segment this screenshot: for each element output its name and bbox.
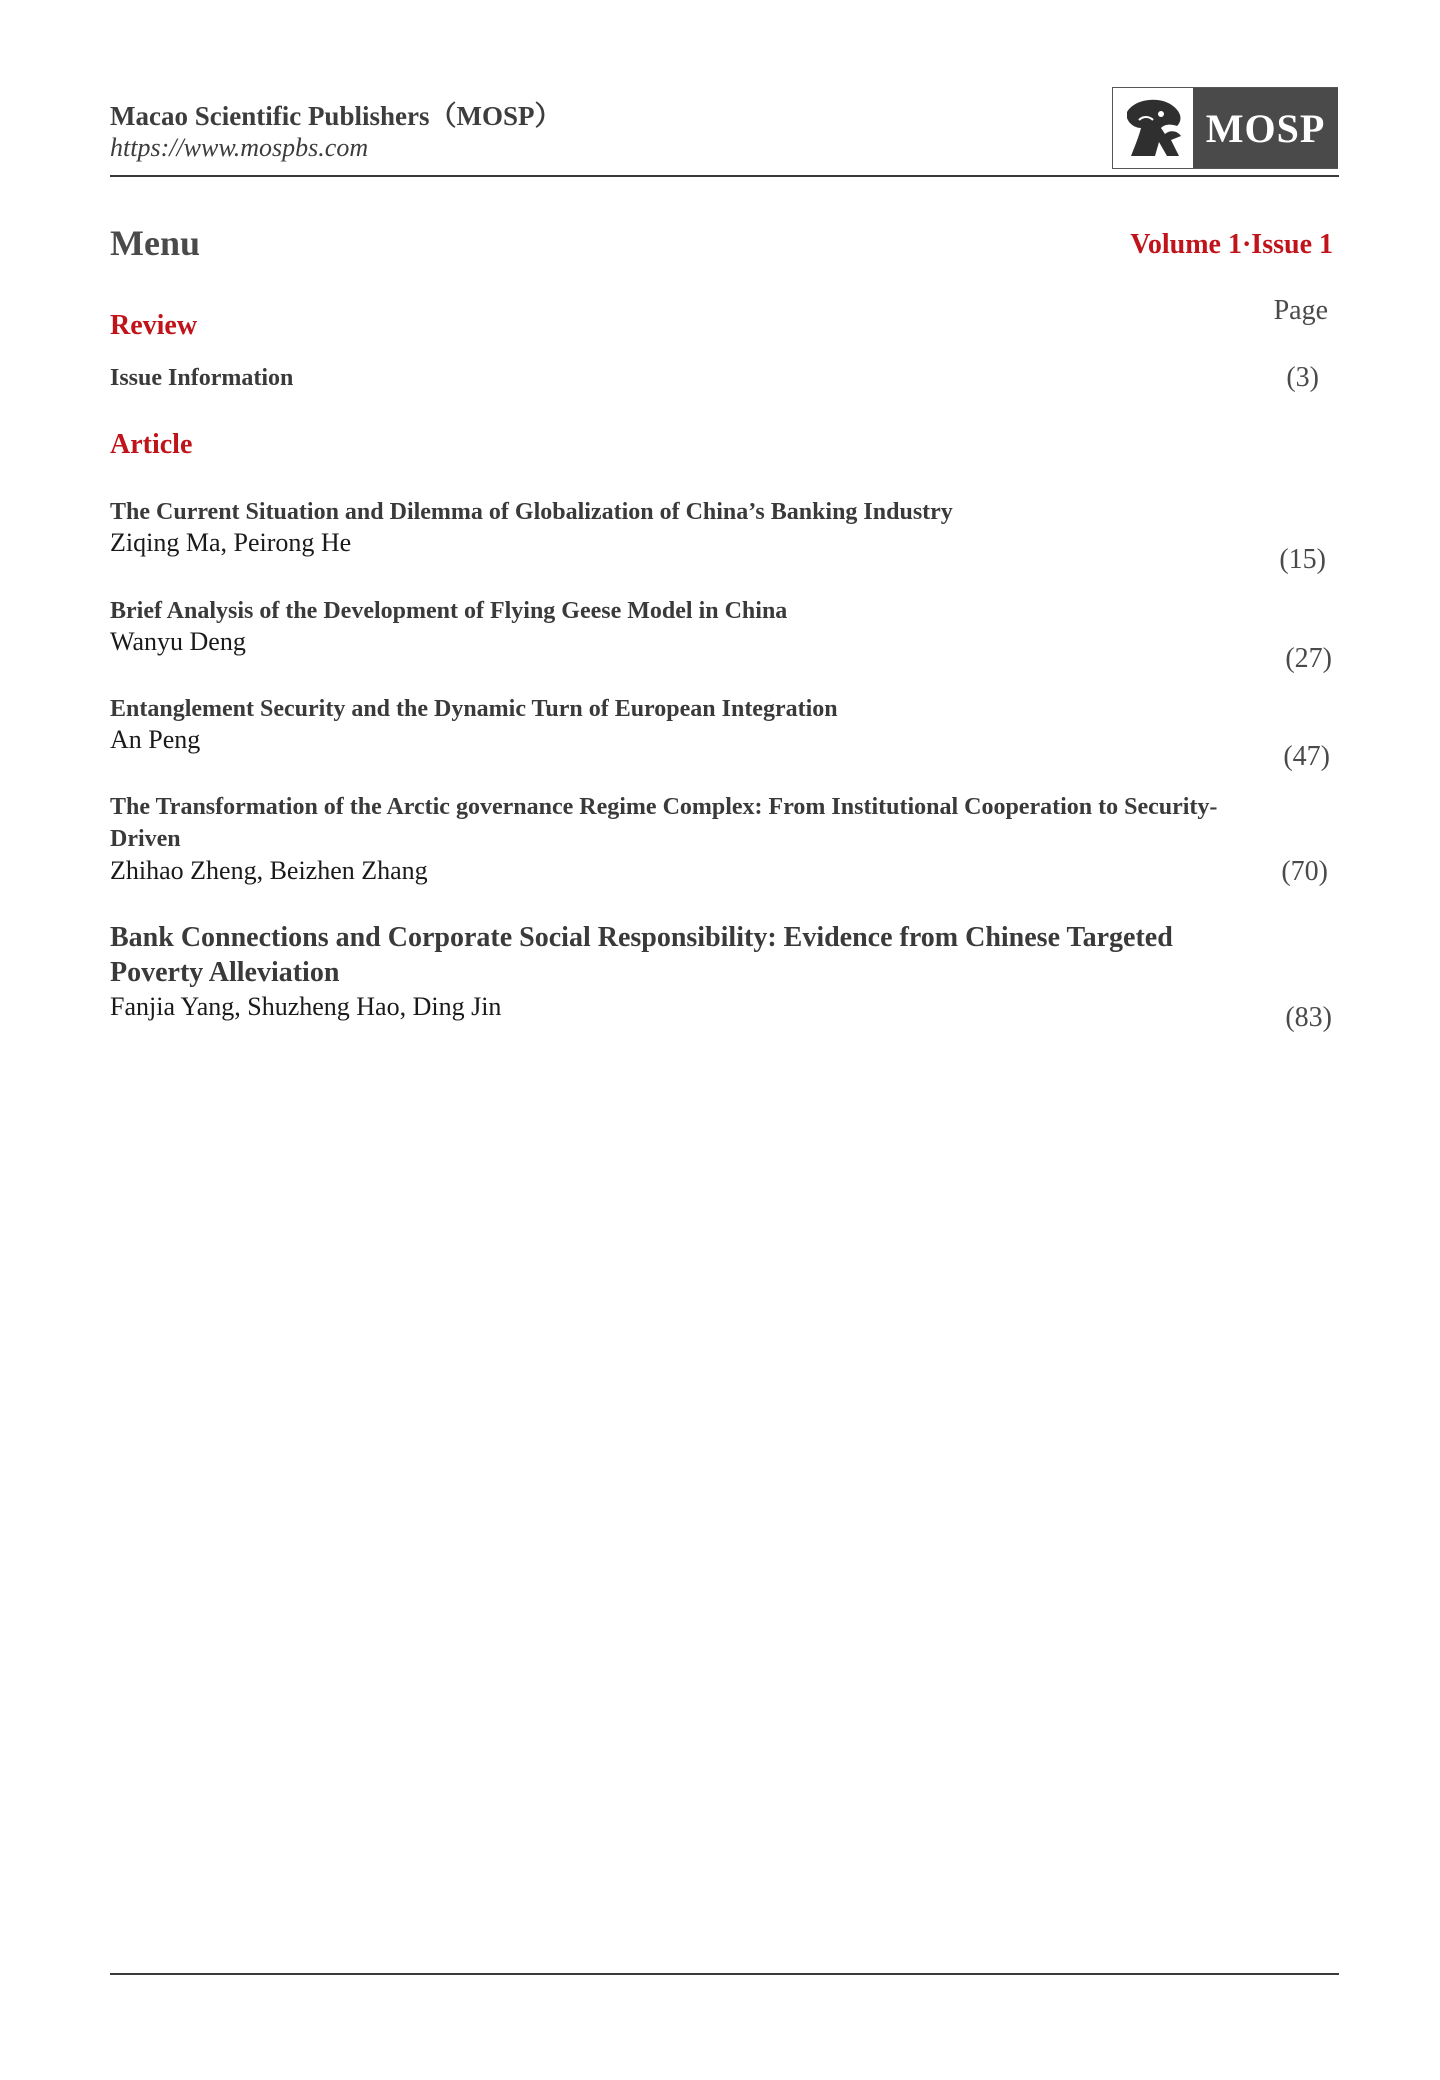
toc-entry-authors: Wanyu Deng xyxy=(110,627,246,656)
toc-entry-title[interactable]: The Current Situation and Dilemma of Globalization of China’s Banking Industry xyxy=(110,499,953,525)
menu-title: Menu xyxy=(110,223,200,263)
toc-entry-authors: Zhihao Zheng, Beizhen Zhang xyxy=(110,856,428,885)
toc-entry-title[interactable]: Brief Analysis of the Development of Flying Geese Model in China xyxy=(110,598,788,624)
publisher-name: Macao Scientific Publishers（MOSP） xyxy=(110,101,562,131)
toc-entry-authors: Ziqing Ma, Peirong He xyxy=(110,528,352,557)
section-heading-article: Article xyxy=(110,429,193,460)
emblem-icon xyxy=(1121,94,1189,162)
toc-entry-page[interactable]: (47) xyxy=(1283,741,1330,772)
toc-entry-page[interactable]: (27) xyxy=(1285,643,1332,674)
mosp-logo xyxy=(1112,87,1338,169)
toc-entry-authors: An Peng xyxy=(110,725,201,754)
volume-issue: Volume 1·Issue 1 xyxy=(1130,229,1333,260)
toc-entry-page[interactable]: (3) xyxy=(1286,362,1319,393)
toc-entry-title[interactable]: Bank Connections and Corporate Social Responsibility: Evidence from Chinese Targeted Poverty Alleviation xyxy=(110,922,1173,988)
toc-entry-title[interactable]: Issue Information xyxy=(110,365,294,391)
toc-entry-page[interactable]: (15) xyxy=(1279,544,1326,575)
footer-rule xyxy=(110,1973,1339,1975)
toc-entry-title[interactable]: Entanglement Security and the Dynamic Turn of European Integration xyxy=(110,696,838,722)
header-rule xyxy=(110,175,1339,177)
publisher-url[interactable]: https://www.mospbs.com xyxy=(110,133,369,162)
toc-entry-page[interactable]: (83) xyxy=(1285,1002,1332,1033)
section-heading-review: Review xyxy=(110,310,198,341)
toc-entry-page[interactable]: (70) xyxy=(1281,856,1328,887)
page-column-label: Page xyxy=(1273,295,1328,326)
toc-entry-authors: Fanjia Yang, Shuzheng Hao, Ding Jin xyxy=(110,992,502,1021)
toc-entry-title[interactable]: The Transformation of the Arctic governance Regime Complex: From Institutional Cooperation to Security-Driven xyxy=(110,794,1218,852)
logo-wordmark: MOSP xyxy=(1193,88,1338,168)
